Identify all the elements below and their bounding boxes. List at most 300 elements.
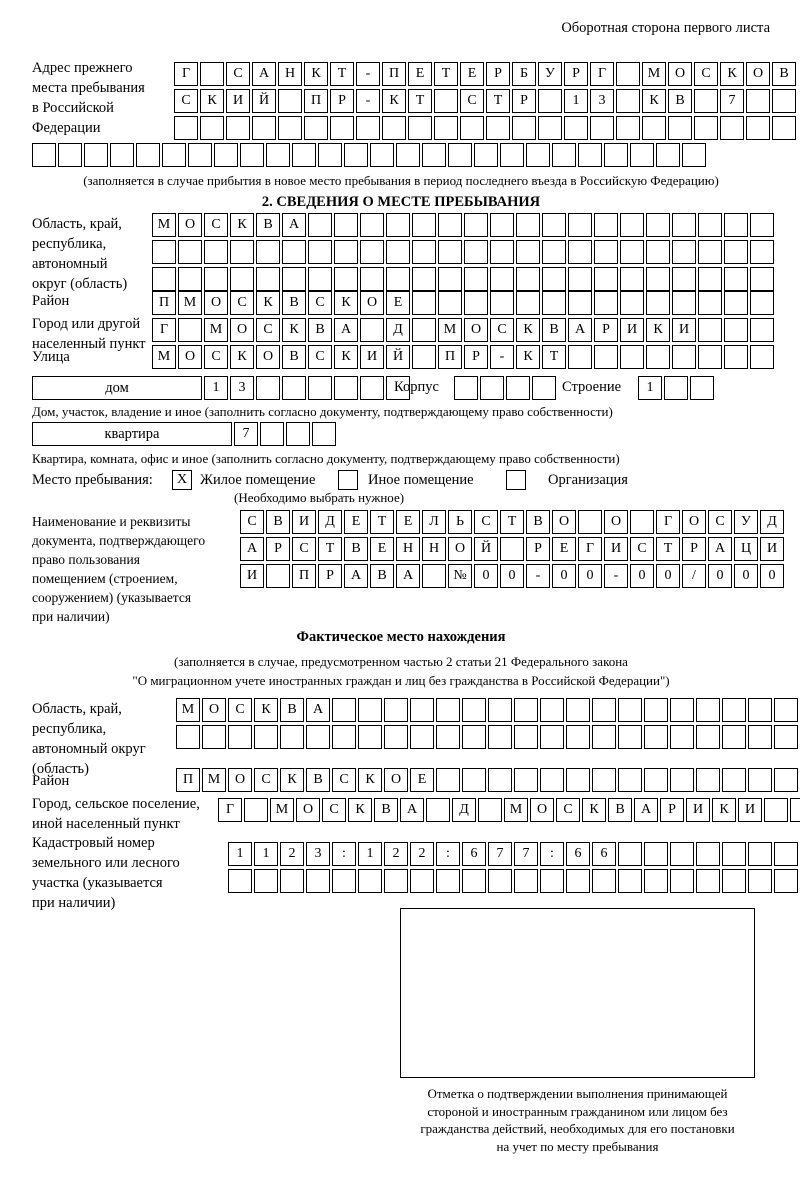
form-cell[interactable] — [568, 240, 592, 264]
form-cell[interactable]: Т — [542, 345, 566, 369]
form-cell[interactable] — [244, 798, 268, 822]
form-cell[interactable] — [282, 240, 306, 264]
form-cell[interactable] — [490, 291, 514, 315]
form-cell[interactable] — [578, 510, 602, 534]
form-cell[interactable]: В — [308, 318, 332, 342]
form-cell[interactable] — [630, 510, 654, 534]
form-cell[interactable]: С — [332, 768, 356, 792]
form-cell[interactable] — [384, 725, 408, 749]
form-cell[interactable]: В — [256, 213, 280, 237]
form-cell[interactable]: А — [634, 798, 658, 822]
form-cell[interactable] — [630, 143, 654, 167]
form-cell[interactable]: А — [344, 564, 368, 588]
form-cell[interactable] — [334, 213, 358, 237]
form-cell[interactable] — [670, 869, 694, 893]
form-cell[interactable]: Т — [434, 62, 458, 86]
form-cell[interactable]: П — [304, 89, 328, 113]
form-cell[interactable] — [594, 213, 618, 237]
form-cell[interactable]: С — [254, 768, 278, 792]
form-cell[interactable] — [490, 267, 514, 291]
form-cell[interactable]: С — [474, 510, 498, 534]
form-cell[interactable] — [642, 116, 666, 140]
form-cell[interactable]: С — [322, 798, 346, 822]
form-cell[interactable] — [772, 116, 796, 140]
form-cell[interactable]: В — [266, 510, 290, 534]
form-cell[interactable]: О — [668, 62, 692, 86]
form-cell[interactable] — [592, 869, 616, 893]
form-cell[interactable]: К — [582, 798, 606, 822]
form-cell[interactable] — [646, 213, 670, 237]
form-cell[interactable] — [360, 213, 384, 237]
form-cell[interactable]: - — [356, 62, 380, 86]
form-cell[interactable] — [540, 869, 564, 893]
form-cell[interactable] — [384, 869, 408, 893]
form-cell[interactable]: Й — [252, 89, 276, 113]
form-cell[interactable] — [204, 240, 228, 264]
section3-region-row-2[interactable] — [176, 725, 800, 749]
form-cell[interactable] — [764, 798, 788, 822]
form-cell[interactable] — [488, 725, 512, 749]
form-cell[interactable] — [230, 267, 254, 291]
form-cell[interactable] — [318, 143, 342, 167]
form-cell[interactable]: Р — [526, 537, 550, 561]
form-cell[interactable] — [226, 116, 250, 140]
form-cell[interactable] — [722, 869, 746, 893]
form-cell[interactable]: Г — [590, 62, 614, 86]
form-cell[interactable]: О — [296, 798, 320, 822]
form-cell[interactable]: С — [174, 89, 198, 113]
form-cell[interactable]: К — [254, 698, 278, 722]
form-cell[interactable] — [644, 725, 668, 749]
form-cell[interactable] — [594, 240, 618, 264]
form-cell[interactable]: П — [292, 564, 316, 588]
form-cell[interactable]: Г — [174, 62, 198, 86]
form-cell[interactable] — [542, 240, 566, 264]
form-cell[interactable] — [500, 537, 524, 561]
form-cell[interactable] — [464, 240, 488, 264]
form-cell[interactable]: К — [334, 291, 358, 315]
form-cell[interactable] — [590, 116, 614, 140]
form-cell[interactable]: О — [230, 318, 254, 342]
form-cell[interactable] — [462, 768, 486, 792]
form-cell[interactable]: В — [772, 62, 796, 86]
form-cell[interactable] — [282, 267, 306, 291]
form-cell[interactable]: И — [360, 345, 384, 369]
form-cell[interactable] — [668, 116, 692, 140]
form-cell[interactable]: С — [226, 62, 250, 86]
form-cell[interactable] — [616, 62, 640, 86]
form-cell[interactable] — [278, 116, 302, 140]
form-cell[interactable]: Н — [396, 537, 420, 561]
form-cell[interactable] — [538, 116, 562, 140]
form-cell[interactable]: Д — [318, 510, 342, 534]
form-cell[interactable]: К — [348, 798, 372, 822]
section2-city-row[interactable] — [152, 318, 776, 342]
form-cell[interactable]: Р — [682, 537, 706, 561]
form-cell[interactable] — [308, 213, 332, 237]
form-cell[interactable] — [724, 318, 748, 342]
form-cell[interactable] — [512, 116, 536, 140]
form-cell[interactable]: С — [460, 89, 484, 113]
stamp-area[interactable] — [400, 908, 755, 1078]
form-cell[interactable] — [672, 240, 696, 264]
form-cell[interactable]: П — [152, 291, 176, 315]
prev-address-row-1[interactable] — [174, 62, 798, 86]
form-cell[interactable]: О — [202, 698, 226, 722]
form-cell[interactable] — [306, 725, 330, 749]
form-cell[interactable]: : — [540, 842, 564, 866]
section3-region-row-1[interactable] — [176, 698, 800, 722]
form-cell[interactable] — [644, 869, 668, 893]
form-cell[interactable] — [566, 698, 590, 722]
form-cell[interactable] — [644, 842, 668, 866]
form-cell[interactable] — [422, 564, 446, 588]
form-cell[interactable]: 7 — [514, 842, 538, 866]
form-cell[interactable]: В — [282, 291, 306, 315]
form-cell[interactable] — [256, 267, 280, 291]
prev-address-row-2[interactable] — [174, 89, 798, 113]
form-cell[interactable]: Е — [370, 537, 394, 561]
form-cell[interactable]: В — [374, 798, 398, 822]
form-cell[interactable] — [672, 291, 696, 315]
form-cell[interactable]: К — [304, 62, 328, 86]
form-cell[interactable] — [618, 725, 642, 749]
form-cell[interactable] — [436, 768, 460, 792]
form-cell[interactable] — [410, 698, 434, 722]
form-cell[interactable] — [438, 267, 462, 291]
form-cell[interactable]: М — [152, 213, 176, 237]
form-cell[interactable] — [646, 291, 670, 315]
form-cell[interactable]: Е — [386, 291, 410, 315]
form-cell[interactable] — [228, 725, 252, 749]
form-cell[interactable] — [410, 725, 434, 749]
form-cell[interactable] — [750, 213, 774, 237]
form-cell[interactable] — [696, 842, 720, 866]
form-cell[interactable]: К — [516, 345, 540, 369]
form-cell[interactable] — [694, 116, 718, 140]
form-cell[interactable] — [358, 698, 382, 722]
form-cell[interactable] — [532, 376, 556, 400]
form-cell[interactable]: К — [720, 62, 744, 86]
form-cell[interactable] — [334, 376, 358, 400]
form-cell[interactable] — [436, 698, 460, 722]
form-cell[interactable] — [720, 116, 744, 140]
form-cell[interactable]: - — [526, 564, 550, 588]
form-cell[interactable] — [670, 768, 694, 792]
section2-district-row[interactable] — [152, 291, 776, 315]
form-cell[interactable]: 6 — [592, 842, 616, 866]
form-cell[interactable] — [162, 143, 186, 167]
document-row-2[interactable] — [240, 537, 786, 561]
form-cell[interactable] — [334, 240, 358, 264]
form-cell[interactable]: И — [292, 510, 316, 534]
form-cell[interactable] — [724, 213, 748, 237]
form-cell[interactable] — [58, 143, 82, 167]
form-cell[interactable] — [464, 213, 488, 237]
form-cell[interactable]: Д — [386, 318, 410, 342]
form-cell[interactable]: Т — [656, 537, 680, 561]
form-cell[interactable] — [480, 376, 504, 400]
form-cell[interactable] — [696, 869, 720, 893]
form-cell[interactable]: 1 — [228, 842, 252, 866]
form-cell[interactable]: Й — [386, 345, 410, 369]
form-cell[interactable]: И — [686, 798, 710, 822]
form-cell[interactable] — [266, 564, 290, 588]
form-cell[interactable] — [616, 116, 640, 140]
form-cell[interactable] — [448, 143, 472, 167]
form-cell[interactable] — [594, 267, 618, 291]
form-cell[interactable] — [282, 376, 306, 400]
form-cell[interactable]: Р — [660, 798, 684, 822]
form-cell[interactable]: И — [620, 318, 644, 342]
form-cell[interactable] — [412, 240, 436, 264]
form-cell[interactable] — [178, 318, 202, 342]
form-cell[interactable]: Ц — [734, 537, 758, 561]
form-cell[interactable]: Т — [330, 62, 354, 86]
form-cell[interactable]: С — [308, 291, 332, 315]
form-cell[interactable] — [308, 240, 332, 264]
form-cell[interactable]: К — [516, 318, 540, 342]
form-cell[interactable] — [724, 291, 748, 315]
form-cell[interactable]: Ь — [448, 510, 472, 534]
form-cell[interactable] — [356, 116, 380, 140]
form-cell[interactable]: Р — [464, 345, 488, 369]
form-cell[interactable]: 0 — [708, 564, 732, 588]
form-cell[interactable] — [304, 116, 328, 140]
form-cell[interactable]: 1 — [358, 842, 382, 866]
form-cell[interactable]: 6 — [462, 842, 486, 866]
form-cell[interactable] — [774, 842, 798, 866]
form-cell[interactable]: Р — [318, 564, 342, 588]
form-cell[interactable] — [540, 698, 564, 722]
form-cell[interactable] — [438, 291, 462, 315]
stay-place-organization-checkbox[interactable] — [506, 470, 526, 490]
form-cell[interactable]: 1 — [564, 89, 588, 113]
form-cell[interactable] — [256, 240, 280, 264]
form-cell[interactable]: С — [230, 291, 254, 315]
section2-street-row[interactable] — [152, 345, 776, 369]
form-cell[interactable] — [592, 768, 616, 792]
form-cell[interactable]: Т — [318, 537, 342, 561]
form-cell[interactable] — [178, 267, 202, 291]
form-cell[interactable]: В — [306, 768, 330, 792]
form-cell[interactable] — [488, 768, 512, 792]
form-cell[interactable] — [386, 213, 410, 237]
form-cell[interactable] — [746, 89, 770, 113]
form-cell[interactable] — [568, 291, 592, 315]
form-cell[interactable]: 0 — [630, 564, 654, 588]
form-cell[interactable] — [454, 376, 478, 400]
form-cell[interactable] — [412, 345, 436, 369]
form-cell[interactable] — [488, 698, 512, 722]
form-cell[interactable]: 1 — [204, 376, 228, 400]
form-cell[interactable]: И — [240, 564, 264, 588]
form-cell[interactable]: К — [230, 345, 254, 369]
form-cell[interactable] — [516, 240, 540, 264]
form-cell[interactable] — [696, 725, 720, 749]
form-cell[interactable] — [774, 725, 798, 749]
form-cell[interactable]: 7 — [234, 422, 258, 446]
form-cell[interactable]: 0 — [578, 564, 602, 588]
form-cell[interactable] — [438, 213, 462, 237]
form-cell[interactable] — [540, 768, 564, 792]
form-cell[interactable]: А — [252, 62, 276, 86]
form-cell[interactable] — [426, 798, 450, 822]
form-cell[interactable] — [722, 725, 746, 749]
form-cell[interactable]: А — [396, 564, 420, 588]
form-cell[interactable]: М — [178, 291, 202, 315]
form-cell[interactable] — [568, 345, 592, 369]
prev-address-row-3[interactable] — [174, 116, 798, 140]
form-cell[interactable]: - — [356, 89, 380, 113]
form-cell[interactable] — [278, 89, 302, 113]
form-cell[interactable] — [656, 143, 680, 167]
form-cell[interactable] — [526, 143, 550, 167]
form-cell[interactable]: С — [228, 698, 252, 722]
document-row-1[interactable] — [240, 510, 786, 534]
section2-region-row-3[interactable] — [152, 267, 776, 291]
form-cell[interactable]: Г — [656, 510, 680, 534]
form-cell[interactable]: М — [202, 768, 226, 792]
form-cell[interactable]: К — [642, 89, 666, 113]
form-cell[interactable] — [514, 869, 538, 893]
form-cell[interactable] — [618, 698, 642, 722]
form-cell[interactable] — [722, 768, 746, 792]
form-cell[interactable] — [724, 267, 748, 291]
form-cell[interactable]: Й — [474, 537, 498, 561]
form-cell[interactable]: 7 — [720, 89, 744, 113]
form-cell[interactable] — [568, 213, 592, 237]
form-cell[interactable]: М — [204, 318, 228, 342]
form-cell[interactable] — [620, 291, 644, 315]
form-cell[interactable]: 0 — [760, 564, 784, 588]
form-cell[interactable] — [620, 345, 644, 369]
form-cell[interactable]: Н — [422, 537, 446, 561]
form-cell[interactable] — [464, 267, 488, 291]
form-cell[interactable]: А — [400, 798, 424, 822]
form-cell[interactable]: О — [746, 62, 770, 86]
form-cell[interactable] — [240, 143, 264, 167]
form-cell[interactable] — [200, 116, 224, 140]
form-cell[interactable] — [540, 725, 564, 749]
form-cell[interactable] — [514, 698, 538, 722]
form-cell[interactable]: С — [240, 510, 264, 534]
form-cell[interactable]: М — [176, 698, 200, 722]
form-cell[interactable] — [332, 869, 356, 893]
form-cell[interactable] — [644, 698, 668, 722]
form-cell[interactable] — [618, 869, 642, 893]
form-cell[interactable] — [152, 267, 176, 291]
form-cell[interactable] — [592, 725, 616, 749]
form-cell[interactable] — [664, 376, 688, 400]
form-cell[interactable] — [280, 869, 304, 893]
form-cell[interactable] — [594, 345, 618, 369]
form-cell[interactable] — [434, 116, 458, 140]
form-cell[interactable]: 0 — [552, 564, 576, 588]
form-cell[interactable] — [260, 422, 284, 446]
form-cell[interactable]: 0 — [656, 564, 680, 588]
form-cell[interactable] — [670, 725, 694, 749]
form-cell[interactable] — [514, 725, 538, 749]
form-cell[interactable]: Г — [578, 537, 602, 561]
form-cell[interactable]: У — [538, 62, 562, 86]
form-cell[interactable]: К — [282, 318, 306, 342]
form-cell[interactable] — [110, 143, 134, 167]
form-cell[interactable]: О — [464, 318, 488, 342]
form-cell[interactable]: С — [694, 62, 718, 86]
form-cell[interactable]: Е — [344, 510, 368, 534]
form-cell[interactable]: П — [176, 768, 200, 792]
form-cell[interactable]: С — [292, 537, 316, 561]
form-cell[interactable] — [566, 869, 590, 893]
form-cell[interactable] — [308, 376, 332, 400]
form-cell[interactable]: Л — [422, 510, 446, 534]
form-cell[interactable] — [436, 869, 460, 893]
prev-address-row-4[interactable] — [32, 143, 708, 167]
form-cell[interactable]: О — [228, 768, 252, 792]
form-cell[interactable] — [266, 143, 290, 167]
form-cell[interactable] — [386, 267, 410, 291]
form-cell[interactable] — [552, 143, 576, 167]
section2-region-row-1[interactable] — [152, 213, 776, 237]
form-cell[interactable] — [330, 116, 354, 140]
form-cell[interactable]: К — [358, 768, 382, 792]
form-cell[interactable]: А — [708, 537, 732, 561]
form-cell[interactable] — [772, 89, 796, 113]
form-cell[interactable] — [722, 842, 746, 866]
form-cell[interactable]: 2 — [410, 842, 434, 866]
form-cell[interactable] — [188, 143, 212, 167]
form-cell[interactable]: 0 — [500, 564, 524, 588]
form-cell[interactable] — [774, 869, 798, 893]
form-cell[interactable] — [412, 291, 436, 315]
form-cell[interactable] — [646, 345, 670, 369]
form-cell[interactable]: Е — [552, 537, 576, 561]
form-cell[interactable]: К — [256, 291, 280, 315]
form-cell[interactable] — [672, 213, 696, 237]
form-cell[interactable] — [202, 725, 226, 749]
form-cell[interactable] — [490, 213, 514, 237]
form-cell[interactable]: К — [334, 345, 358, 369]
form-cell[interactable]: М — [152, 345, 176, 369]
form-cell[interactable] — [312, 422, 336, 446]
form-cell[interactable] — [578, 143, 602, 167]
form-cell[interactable] — [176, 725, 200, 749]
stay-place-residential-checkbox[interactable]: X — [172, 470, 192, 490]
flat-number-cells[interactable] — [234, 422, 338, 446]
cadastral-row-2[interactable] — [228, 869, 800, 893]
cadastral-row-1[interactable] — [228, 842, 800, 866]
form-cell[interactable]: К — [230, 213, 254, 237]
house-number-cells[interactable] — [204, 376, 412, 400]
form-cell[interactable] — [748, 698, 772, 722]
form-cell[interactable] — [332, 698, 356, 722]
form-cell[interactable]: Е — [408, 62, 432, 86]
form-cell[interactable] — [32, 143, 56, 167]
form-cell[interactable]: С — [204, 345, 228, 369]
form-cell[interactable] — [370, 143, 394, 167]
form-cell[interactable]: В — [526, 510, 550, 534]
form-cell[interactable] — [594, 291, 618, 315]
form-cell[interactable] — [748, 725, 772, 749]
form-cell[interactable]: О — [552, 510, 576, 534]
form-cell[interactable] — [200, 62, 224, 86]
form-cell[interactable]: Р — [486, 62, 510, 86]
form-cell[interactable] — [750, 267, 774, 291]
document-row-3[interactable] — [240, 564, 786, 588]
form-cell[interactable] — [748, 869, 772, 893]
form-cell[interactable] — [136, 143, 160, 167]
